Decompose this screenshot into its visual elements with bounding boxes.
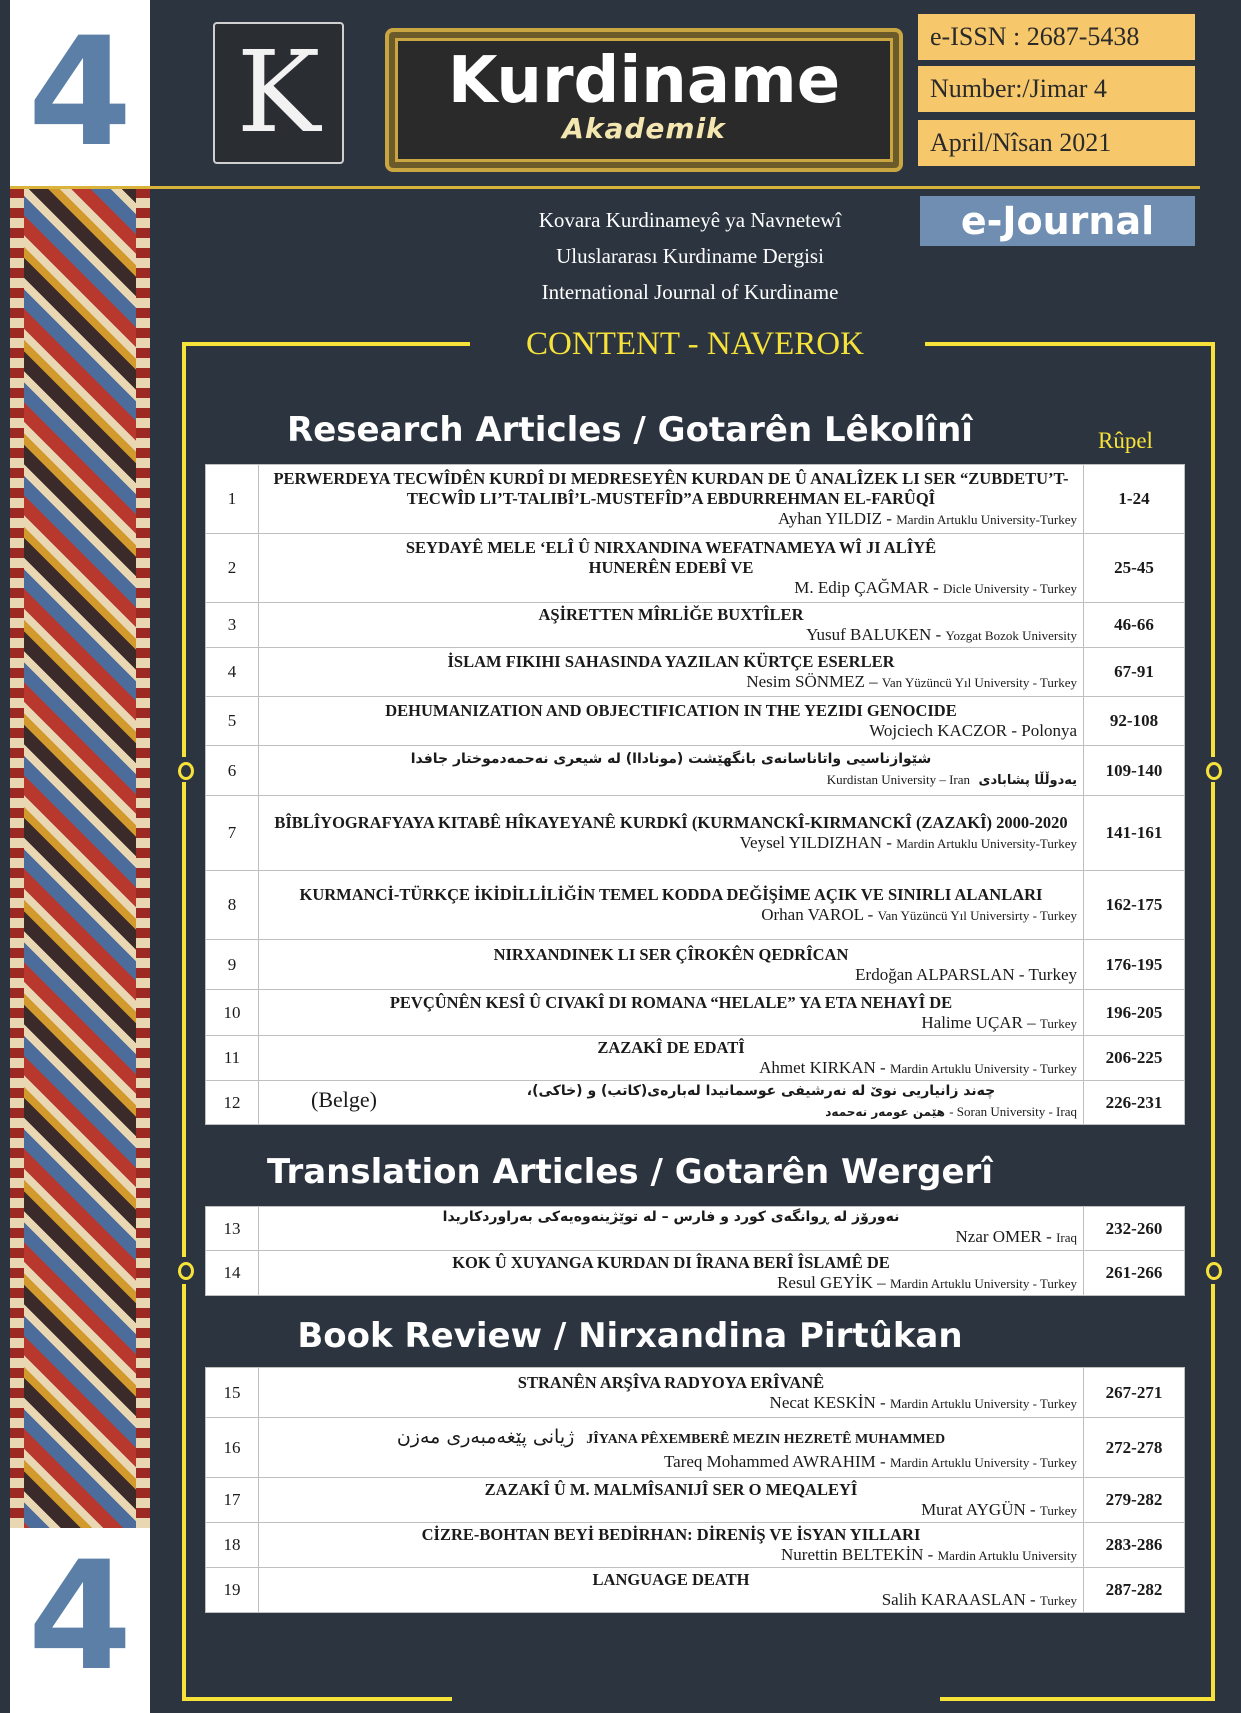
article-author: Nurettin BELTEKİN - <box>781 1545 938 1564</box>
table-row <box>206 1418 1185 1478</box>
article-number: 19 <box>206 1568 259 1613</box>
article-number: 6 <box>206 746 259 796</box>
table-row <box>206 534 1185 603</box>
article-cell <box>259 1036 1084 1081</box>
kilim-edge-right <box>136 188 150 1528</box>
table-row <box>206 1368 1185 1418</box>
article-number: 12 <box>206 1081 259 1125</box>
table-row <box>206 1523 1185 1568</box>
translation-heading: Translation Articles / Gotarên Wergerî <box>267 1152 993 1192</box>
subtitle-english: International Journal of Kurdiname <box>541 280 839 304</box>
article-affiliation: Van Yüzüncü Yıl University - Turkey <box>881 675 1077 690</box>
article-author-line <box>259 1273 1083 1295</box>
article-author: Orhan VAROL - <box>761 905 878 924</box>
article-cell <box>259 603 1084 648</box>
article-cell <box>259 990 1084 1036</box>
article-author-line <box>259 1227 1083 1249</box>
article-affiliation: Turkey <box>1039 1503 1077 1518</box>
article-number: 11 <box>206 1036 259 1081</box>
article-cell <box>259 796 1084 871</box>
kilim-edge-left <box>10 188 24 1528</box>
article-author: یەدوڵڵا پشابادی <box>978 772 1077 788</box>
article-cell <box>259 1523 1084 1568</box>
article-author: Nesim SÖNMEZ – <box>746 672 882 691</box>
article-title: BÎBLÎYOGRAFYAYA KITABÊ HÎKAYEYANÊ KURDKÎ (KURMANCKÎ-KIRMANCKÎ (ZAZAKÎ) 2000-2020 <box>274 813 1068 832</box>
logo-letter: K <box>236 28 321 158</box>
article-title: CİZRE-BOHTAN BEYİ BEDİRHAN: DİRENİŞ VE İSYAN YILLARI <box>421 1525 921 1544</box>
research-heading: Research Articles / Gotarên Lêkolînî <box>287 410 973 450</box>
article-title: KURMANCİ-TÜRKÇE İKİDİLLİLİĞİN TEMEL KODDA DEĞİŞİME AÇIK VE SINIRLI ALANLARI <box>299 885 1043 904</box>
article-affiliation: Mardin Artuklu University <box>937 1548 1077 1563</box>
article-cell <box>259 697 1084 746</box>
issue-number-bottom: 4 <box>27 1530 133 1704</box>
article-author: Ahmet KIRKAN - <box>759 1058 890 1077</box>
article-title: KOK Û XUYANGA KURDAN DI ÎRANA BERÎ ÎSLAMÊ DE <box>452 1253 890 1272</box>
content-heading: CONTENT - NAVEROK <box>526 326 864 362</box>
article-number: 9 <box>206 940 259 990</box>
article-title: İSLAM FIKIHI SAHASINDA YAZILAN KÜRTÇE ESERLER <box>447 652 895 671</box>
article-author-line <box>259 1500 1083 1522</box>
article-author-line <box>259 721 1083 743</box>
article-title: ZAZAKÎ DE EDATÎ <box>597 1038 745 1057</box>
article-author: Salih KARAASLAN - <box>881 1590 1040 1609</box>
article-title: DEHUMANIZATION AND OBJECTIFICATION IN THE YEZIDI GENOCIDE <box>385 701 957 720</box>
frame-ring <box>178 1262 194 1280</box>
article-number: 3 <box>206 603 259 648</box>
frame-bottom-right <box>940 1697 1215 1701</box>
article-affiliation: Dicle University - Turkey <box>943 581 1077 596</box>
page-column-label: Rûpel <box>1098 428 1153 453</box>
table-row <box>206 990 1185 1036</box>
table-row <box>206 648 1185 697</box>
article-cell <box>259 1418 1084 1478</box>
article-author-line <box>259 769 1083 792</box>
review-table <box>205 1367 1185 1613</box>
article-pages: 206-225 <box>1084 1036 1185 1081</box>
article-number: 8 <box>206 871 259 940</box>
article-author-line <box>259 1013 1083 1035</box>
article-author-line <box>259 672 1083 694</box>
article-affiliation: Mardin Artuklu University - Turkey <box>889 1061 1077 1076</box>
article-title: نەورۆز لە ڕوانگەی کورد و فارس – لە توێژینەوەیەکی بەراوردکاریدا <box>442 1209 900 1225</box>
article-affiliation: - Soran University - Iraq <box>949 1103 1077 1119</box>
article-number: 7 <box>206 796 259 871</box>
subtitle-kurdish: Kovara Kurdinameyê ya Navnetewî <box>538 208 842 232</box>
frame-right-lower <box>1211 1284 1215 1699</box>
article-author: M. Edip ÇAĞMAR - <box>794 578 944 597</box>
article-pages: 267-271 <box>1084 1368 1185 1418</box>
article-cell <box>259 1251 1084 1296</box>
article-number: 1 <box>206 465 259 534</box>
table-row <box>206 796 1185 871</box>
article-cell <box>259 1368 1084 1418</box>
article-affiliation: Mardin Artuklu University - Turkey <box>889 1276 1077 1291</box>
article-affiliation: Van Yüzüncü Yıl Universirty - Turkey <box>877 908 1077 923</box>
article-affiliation: Mardin Artuklu University-Turkey <box>896 836 1077 851</box>
article-affiliation: Turkey <box>1039 1015 1077 1031</box>
article-pages: 46-66 <box>1084 603 1185 648</box>
article-author-line <box>259 905 1083 927</box>
article-cell <box>259 648 1084 697</box>
article-document-tag: (Belge) <box>311 1087 377 1112</box>
table-row <box>206 1251 1185 1296</box>
date-box: April/Nîsan 2021 <box>918 120 1195 166</box>
article-author-line <box>259 965 1083 987</box>
article-title: NIRXANDINEK LI SER ÇÎROKÊN QEDRÎCAN <box>493 944 849 964</box>
table-row <box>206 1568 1185 1613</box>
article-pages: 1-24 <box>1084 465 1185 534</box>
article-author: Veysel YILDIZHAN - <box>739 833 897 852</box>
article-author: Erdoğan ALPARSLAN - Turkey <box>855 964 1077 984</box>
issue-number-box-top <box>10 0 150 188</box>
article-author: Halime UÇAR – <box>921 1012 1040 1032</box>
article-author-line <box>259 833 1083 855</box>
journal-subtitle: Akademik <box>562 112 726 145</box>
article-pages: 141-161 <box>1084 796 1185 871</box>
frame-ring <box>1206 1262 1222 1280</box>
article-title: شێوازناسیی واتاناسانەی بانگهێشت (موناداا) لە شیعری نەحمەدموختار جافدا <box>410 750 932 767</box>
article-number: 18 <box>206 1523 259 1568</box>
frame-top-left <box>182 342 470 346</box>
ejournal-badge: e-Journal <box>920 196 1195 246</box>
article-number: 2 <box>206 534 259 603</box>
title-plate <box>385 28 903 172</box>
article-title: PEVÇÛNÊN KESÎ Û CIVAKÎ DI ROMANA “HELALE” YA ETA NEHAYÎ DE <box>389 992 953 1012</box>
article-pages: 196-205 <box>1084 990 1185 1036</box>
article-pages: 287-282 <box>1084 1568 1185 1613</box>
article-affiliation: Iraq <box>1056 1230 1077 1245</box>
article-author-line <box>259 509 1083 531</box>
article-title: AŞİRETTEN MÎRLİĞE BUXTÎLER <box>538 605 804 624</box>
table-row <box>206 465 1185 534</box>
article-author-line <box>259 1101 1083 1124</box>
article-number: 16 <box>206 1418 259 1478</box>
translation-table <box>205 1206 1185 1296</box>
article-cell <box>259 534 1084 603</box>
table-row <box>206 871 1185 940</box>
article-affiliation: Mardin Artuklu University - Turkey <box>889 1395 1077 1411</box>
frame-right-mid <box>1211 782 1215 1257</box>
frame-ring <box>1206 762 1222 780</box>
table-row <box>206 1207 1185 1251</box>
article-author: Murat AYGÜN - <box>921 1500 1040 1519</box>
issue-number-box-bottom <box>10 1528 150 1713</box>
article-pages: 67-91 <box>1084 648 1185 697</box>
article-affiliation: Yozgat Bozok University <box>945 628 1077 643</box>
table-row <box>206 603 1185 648</box>
article-pages: 25-45 <box>1084 534 1185 603</box>
article-pages: 272-278 <box>1084 1418 1185 1478</box>
article-title: PERWERDEYA TECWÎDÊN KURDÎ DI MEDRESEYÊN KURDAN DE Û ANALÎZEK LI SER “ZUBDETU’T-TECWÎD LI’T-TALIBÎ’L-MUSTEFÎD”A EBDURREHMAN EL-FARÛQÎ <box>273 469 1069 508</box>
article-author-line <box>259 625 1083 647</box>
article-title: ZAZAKÎ Û M. MALMÎSANIJÎ SER O MEQALEYÎ <box>484 1480 858 1499</box>
article-cell <box>259 1081 1084 1125</box>
article-title: JÎYANA PÊXEMBERÊ MEZIN HEZRETÊ MUHAMMED <box>586 1431 946 1447</box>
frame-ring <box>178 762 194 780</box>
header-divider <box>10 186 1200 189</box>
research-table <box>205 464 1185 1125</box>
article-number: 10 <box>206 990 259 1036</box>
article-pages: 283-286 <box>1084 1523 1185 1568</box>
table-row <box>206 940 1185 990</box>
k-logo <box>213 22 344 164</box>
article-author: Yusuf BALUKEN - <box>806 625 946 644</box>
article-author: هێمن عومەر نەحمەد <box>825 1104 945 1119</box>
article-number: 17 <box>206 1478 259 1523</box>
article-pages: 162-175 <box>1084 871 1185 940</box>
article-author-line <box>259 578 1083 600</box>
article-number: 15 <box>206 1368 259 1418</box>
article-pages: 279-282 <box>1084 1478 1185 1523</box>
article-author-line <box>259 1393 1083 1415</box>
article-cell <box>259 1207 1084 1251</box>
article-title: چەند زانیاریی نوێ لە نەرشیفی عوسمانیدا لەبارەی(کاتب) و (خاکی)، <box>526 1082 996 1099</box>
number-box: Number:/Jimar 4 <box>918 66 1195 112</box>
article-author: Nzar OMER - <box>955 1227 1057 1246</box>
frame-left-upper <box>182 342 186 757</box>
article-pages: 92-108 <box>1084 697 1185 746</box>
article-cell <box>259 1568 1084 1613</box>
article-author-line <box>259 1545 1083 1567</box>
article-author-line <box>259 1448 1083 1474</box>
article-number: 5 <box>206 697 259 746</box>
article-number: 14 <box>206 1251 259 1296</box>
article-title: STRANÊN ARŞÎVA RADYOYA ERÎVANÊ <box>517 1372 825 1392</box>
table-row <box>206 1081 1185 1125</box>
article-affiliation: Mardin Artuklu University-Turkey <box>896 512 1077 527</box>
article-title: LANGUAGE DEATH <box>592 1570 750 1589</box>
eissn-box: e-ISSN : 2687-5438 <box>918 14 1195 60</box>
article-pages: 232-260 <box>1084 1207 1185 1251</box>
table-row <box>206 1036 1185 1081</box>
table-row <box>206 1478 1185 1523</box>
article-cell <box>259 746 1084 796</box>
article-affiliation: Turkey <box>1039 1593 1077 1608</box>
article-pages: 176-195 <box>1084 940 1185 990</box>
article-affiliation: Mardin Artuklu University - Turkey <box>889 1454 1077 1470</box>
article-pages: 109-140 <box>1084 746 1185 796</box>
article-title-kurdish: ژیانی پێغەمبەری مەزن <box>396 1425 575 1448</box>
issue-number-top: 4 <box>27 6 133 180</box>
article-number: 4 <box>206 648 259 697</box>
table-row <box>206 746 1185 796</box>
table-row <box>206 697 1185 746</box>
review-heading: Book Review / Nirxandina Pirtûkan <box>297 1316 963 1356</box>
article-cell <box>259 940 1084 990</box>
article-author: Resul GEYİK – <box>777 1273 890 1292</box>
frame-bottom-left <box>182 1697 452 1701</box>
article-cell <box>259 871 1084 940</box>
subtitle-turkish: Uluslararası Kurdiname Dergisi <box>556 244 824 268</box>
article-title-line <box>259 1422 1083 1448</box>
article-cell <box>259 1478 1084 1523</box>
frame-right-upper <box>1211 342 1215 757</box>
article-author: Wojciech KACZOR - Polonya <box>869 721 1077 740</box>
article-pages: 226-231 <box>1084 1081 1185 1125</box>
article-number: 13 <box>206 1207 259 1251</box>
article-author-line <box>259 1058 1083 1080</box>
article-author: Tareq Mohammed AWRAHIM - <box>663 1451 890 1471</box>
kilim-pattern <box>10 188 150 1528</box>
frame-top-right <box>925 342 1215 346</box>
article-affiliation: Kurdistan University – Iran <box>826 771 971 787</box>
article-pages: 261-266 <box>1084 1251 1185 1296</box>
article-author: Ayhan YILDIZ - <box>778 509 897 528</box>
article-cell <box>259 465 1084 534</box>
article-title: SEYDAYÊ MELE ‘ELÎ Û NIRXANDINA WEFATNAMEYA WÎ JI ALÎYÊ HUNERÊN EDEBÎ VE <box>405 538 937 577</box>
journal-title: Kurdiname <box>447 44 841 118</box>
article-author-line <box>259 1590 1083 1612</box>
article-author: Necat KESKİN - <box>769 1392 890 1412</box>
